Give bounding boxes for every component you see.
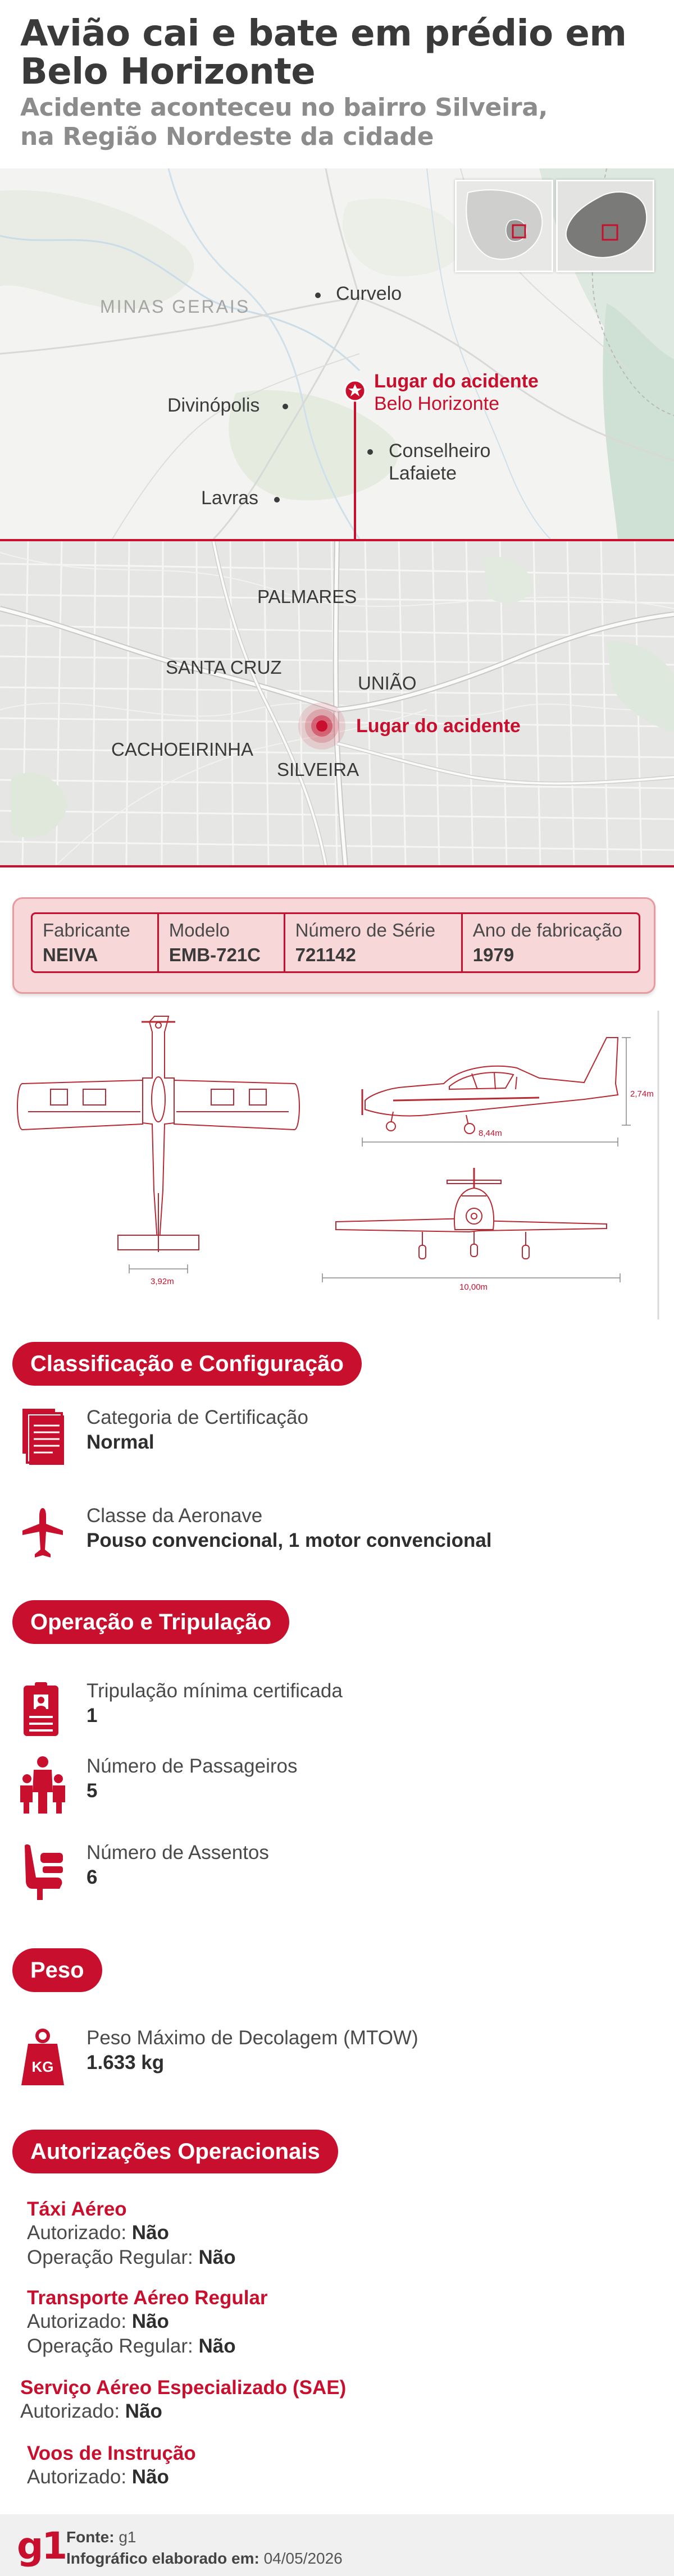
auth-title: Transporte Aéreo Regular: [27, 2287, 268, 2309]
passengers-icon: [20, 1755, 65, 1817]
aircraft-drawings: [0, 1005, 674, 1319]
auth-value: Não: [198, 2335, 236, 2357]
accident-location-title: Lugar do acidente: [374, 371, 539, 392]
city-map: [0, 539, 674, 867]
spec-value: NEIVA: [43, 944, 98, 965]
spec-year: [463, 914, 639, 971]
neighborhood-silveira: SILVEIRA: [277, 759, 359, 780]
item-label: Classe da Aeronave: [86, 1505, 263, 1527]
minas-gerais-map-icon: [558, 181, 653, 271]
section-operacao-heading: Operação e Tripulação: [12, 1600, 289, 1644]
regional-map: [0, 168, 674, 539]
spec-manufacturer: [33, 914, 159, 971]
footer-source-label: Fonte:: [66, 2528, 115, 2546]
footer-date-label: Infográfico elaborado em:: [66, 2550, 259, 2567]
auth-label: Autorizado:: [27, 2310, 127, 2332]
auth-operacao-line: [27, 2334, 268, 2359]
section-classificacao-heading: Classificação e Configuração: [12, 1342, 362, 1386]
seat-icon: [20, 1842, 65, 1903]
neighborhood-palmares: PALMARES: [257, 586, 357, 607]
brazil-map-icon: [457, 181, 552, 271]
accident-location-city: Belo Horizonte: [374, 393, 500, 414]
auth-value: Não: [131, 2310, 169, 2332]
auth-autorizado-line: [20, 2399, 346, 2424]
dimension-height: 2,74m: [630, 1089, 654, 1099]
auth-autorizado-line: [27, 2221, 236, 2245]
header: [0, 0, 674, 168]
item-value: Pouso convencional, 1 motor convencional: [86, 1529, 492, 1551]
footer-source: [66, 2527, 343, 2548]
crew-badge-icon: [20, 1680, 65, 1742]
auth-operacao-line: [27, 2245, 236, 2270]
spec-label: Modelo: [168, 920, 230, 940]
city-label-conselheiro: Conselheiro: [389, 440, 491, 462]
document-stack-icon: [20, 1406, 65, 1468]
auth-value: Não: [131, 2466, 169, 2488]
footer-date: [66, 2548, 343, 2569]
item-label: Peso Máximo de Decolagem (MTOW): [86, 2027, 418, 2049]
g1-logo: g1: [17, 2524, 66, 2568]
footer-source-value: g1: [119, 2528, 136, 2546]
auth-label: Autorizado:: [27, 2466, 127, 2488]
page-title: [20, 15, 654, 91]
item-value: 6: [86, 1866, 98, 1888]
city-label-lavras: Lavras: [201, 487, 259, 509]
auth-label: Operação Regular:: [27, 2335, 193, 2357]
dimension-length: 8,44m: [479, 1129, 502, 1138]
weight-icon: [20, 2027, 65, 2089]
spec-serial-number: [285, 914, 463, 971]
footer-credits: [66, 2527, 343, 2569]
auth-voos-instrucao: [27, 2442, 196, 2490]
subtitle-line-2: na Região Nordeste da cidade: [20, 122, 434, 151]
auth-servico-especializado: [20, 2377, 346, 2424]
auth-title: Serviço Aéreo Especializado (SAE): [20, 2377, 347, 2399]
spec-label: Número de Série: [295, 920, 436, 940]
aircraft-specs-table: [31, 912, 640, 973]
title-line-2: Belo Horizonte: [20, 51, 316, 93]
auth-label: Operação Regular:: [27, 2246, 193, 2268]
item-value: 1: [86, 1705, 98, 1727]
item-certificacao-text: [86, 1406, 308, 1454]
neighborhood-uniao: UNIÃO: [358, 673, 417, 693]
city-label-curvelo: Curvelo: [336, 283, 402, 304]
item-passageiros-text: [86, 1755, 297, 1802]
item-label: Número de Assentos: [86, 1842, 269, 1864]
spec-label: Ano de fabricação: [472, 920, 622, 940]
auth-autorizado-line: [27, 2465, 196, 2490]
brazil-inset-map: [455, 180, 553, 272]
spec-model: [159, 914, 285, 971]
auth-title: Táxi Aéreo: [27, 2198, 127, 2220]
spec-label: Fabricante: [43, 920, 130, 940]
item-assentos-text: [86, 1842, 269, 1889]
auth-label: Autorizado:: [20, 2400, 120, 2422]
state-label: MINAS GERAIS: [100, 296, 251, 317]
title-line-1: Avião cai e bate em prédio em: [20, 13, 627, 54]
spec-value: EMB-721C: [168, 944, 261, 965]
auth-value: Não: [131, 2222, 169, 2244]
state-inset-map: [556, 180, 654, 272]
accident-location-label: Lugar do acidente: [356, 715, 521, 737]
subtitle-line-1: Acidente aconteceu no bairro Silveira,: [20, 93, 548, 122]
auth-label: Autorizado:: [27, 2222, 127, 2244]
weight-icon-text: KG: [31, 2058, 54, 2075]
item-classe-text: [86, 1505, 492, 1552]
neighborhood-santa-cruz: SANTA CRUZ: [166, 657, 282, 678]
item-value: 5: [86, 1780, 98, 1802]
section-peso-heading: Peso: [12, 1948, 102, 1992]
spec-value: 1979: [472, 944, 514, 965]
aircraft-specs-card: [12, 897, 655, 994]
item-tripulacao-text: [86, 1680, 343, 1727]
item-label: Tripulação mínima certificada: [86, 1680, 343, 1702]
dimension-width: 3,92m: [151, 1277, 174, 1286]
auth-value: Não: [125, 2400, 162, 2422]
footer: [0, 2514, 674, 2576]
footer-date-value: 04/05/2026: [263, 2550, 343, 2567]
auth-taxi-aereo: [27, 2198, 236, 2270]
section-autorizacoes-heading: Autorizações Operacionais: [12, 2130, 338, 2173]
item-label: Número de Passageiros: [86, 1755, 298, 1777]
item-mtow-text: [86, 2027, 418, 2074]
aircraft-blueprint: [0, 1005, 674, 1319]
spec-value: 721142: [295, 944, 356, 965]
item-label: Categoria de Certificação: [86, 1406, 308, 1428]
item-value: 1.633 kg: [86, 2052, 165, 2073]
city-label-lafaiete: Lafaiete: [389, 463, 457, 484]
auth-title: Voos de Instrução: [27, 2442, 196, 2464]
neighborhood-cachoeirinha: CACHOEIRINHA: [111, 739, 254, 760]
page-subtitle: [20, 93, 654, 152]
auth-transporte-aereo: [27, 2287, 268, 2359]
airplane-icon: [20, 1505, 65, 1566]
dimension-wingspan: 10,00m: [459, 1282, 488, 1292]
auth-value: Não: [198, 2246, 236, 2268]
city-label-divinopolis: Divinópolis: [167, 395, 260, 416]
auth-autorizado-line: [27, 2309, 268, 2334]
item-value: Normal: [86, 1431, 154, 1453]
